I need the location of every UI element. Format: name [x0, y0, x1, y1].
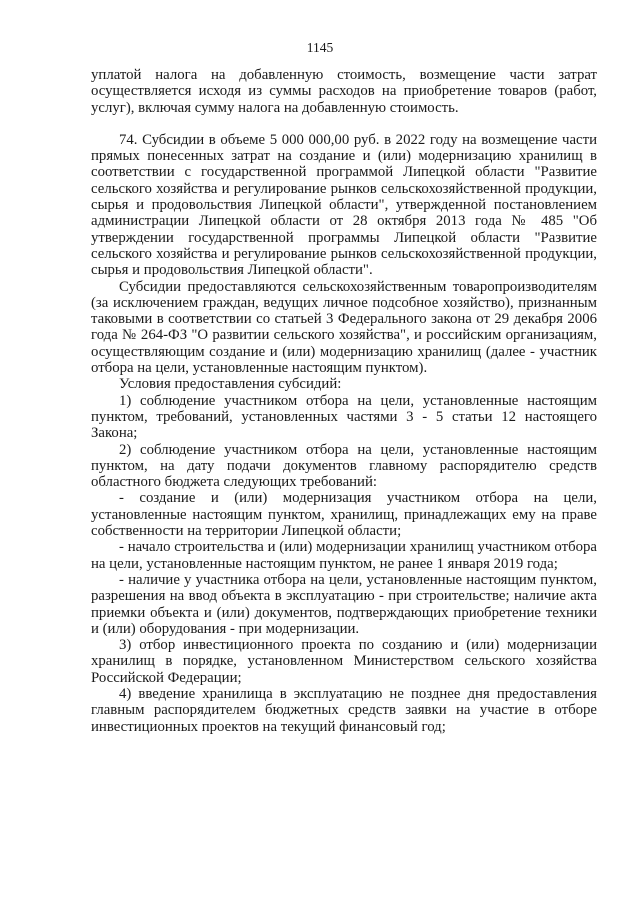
paragraph-requirement-start-date: - начало строительства и (или) модернизации хранилищ участником отбора на цели, установленные настоящим пунктом, не ранее 1 января 2019 года;: [91, 539, 597, 572]
paragraph-requirement-permits: - наличие у участника отбора на цели, установленные настоящим пунктом, разрешения на ввод объекта в эксплуатацию - при строительстве; наличие акта приемки объекта и (или) документов, подтверждающих приобретение техники и (или) оборудования - при модернизации.: [91, 571, 597, 637]
page-number: 1145: [306, 40, 334, 55]
paragraph-item-74: 74. Субсидии в объеме 5 000 000,00 руб. в 2022 году на возмещение части прямых понесенных затрат на создание и (или) модернизацию хранилищ в соответствии с государственной программой Липецкой области "Развитие сельского хозяйства и регулирование рынков сельскохозяйственной продукции, сырья и продовольствия Липецкой области", утвержденной постановлением администрации Липецкой области от 28 октября 2013 года № 485 "Об утверждении государственной программы Липецкой области "Развитие сельского хозяйства и регулирование рынков сельскохозяйственной продукции, сырья и продовольствия Липецкой области".: [91, 131, 597, 279]
paragraph-condition-2: 2) соблюдение участником отбора на цели, установленные настоящим пунктом, на дату подачи документов главному распорядителю средств областного бюджета следующих требований:: [91, 441, 597, 491]
paragraph-condition-3: 3) отбор инвестиционного проекта по созданию и (или) модернизации хранилищ в порядке, установленном Министерством сельского хозяйства Российской Федерации;: [91, 637, 597, 686]
paragraph-continuation: уплатой налога на добавленную стоимость, возмещение части затрат осуществляется исходя из суммы расходов на приобретение товаров (работ, услуг), включая сумму налога на добавленную стоимость.: [91, 67, 597, 116]
paragraph-condition-1: 1) соблюдение участником отбора на цели, установленные настоящим пунктом, требований, установленных частями 3 - 5 статьи 12 настоящего Закона;: [91, 392, 597, 442]
paragraph-conditions-heading: Условия предоставления субсидий:: [119, 376, 342, 393]
document-body: [91, 67, 597, 735]
paragraph-condition-4: 4) введение хранилища в эксплуатацию не позднее дня предоставления главным распорядителем бюджетных средств заявки на участие в отборе инвестиционных проектов на текущий финансовый год;: [91, 685, 597, 735]
paragraph-requirement-ownership: - создание и (или) модернизация участником отбора на цели, установленные настоящим пунктом, хранилищ, принадлежащих ему на праве собственности на территории Липецкой области;: [91, 490, 597, 540]
paragraph-recipients: Субсидии предоставляются сельскохозяйственным товаропроизводителям (за исключением граждан, ведущих личное подсобное хозяйство), признанным таковыми в соответствии со статьей 3 Федерального закона от 29 декабря 2006 года № 264-ФЗ "О развитии сельского хозяйства", и российским организациям, осуществляющим создание и (или) модернизацию хранилищ (далее - участник отбора на цели, установленные настоящим пунктом).: [91, 278, 597, 377]
